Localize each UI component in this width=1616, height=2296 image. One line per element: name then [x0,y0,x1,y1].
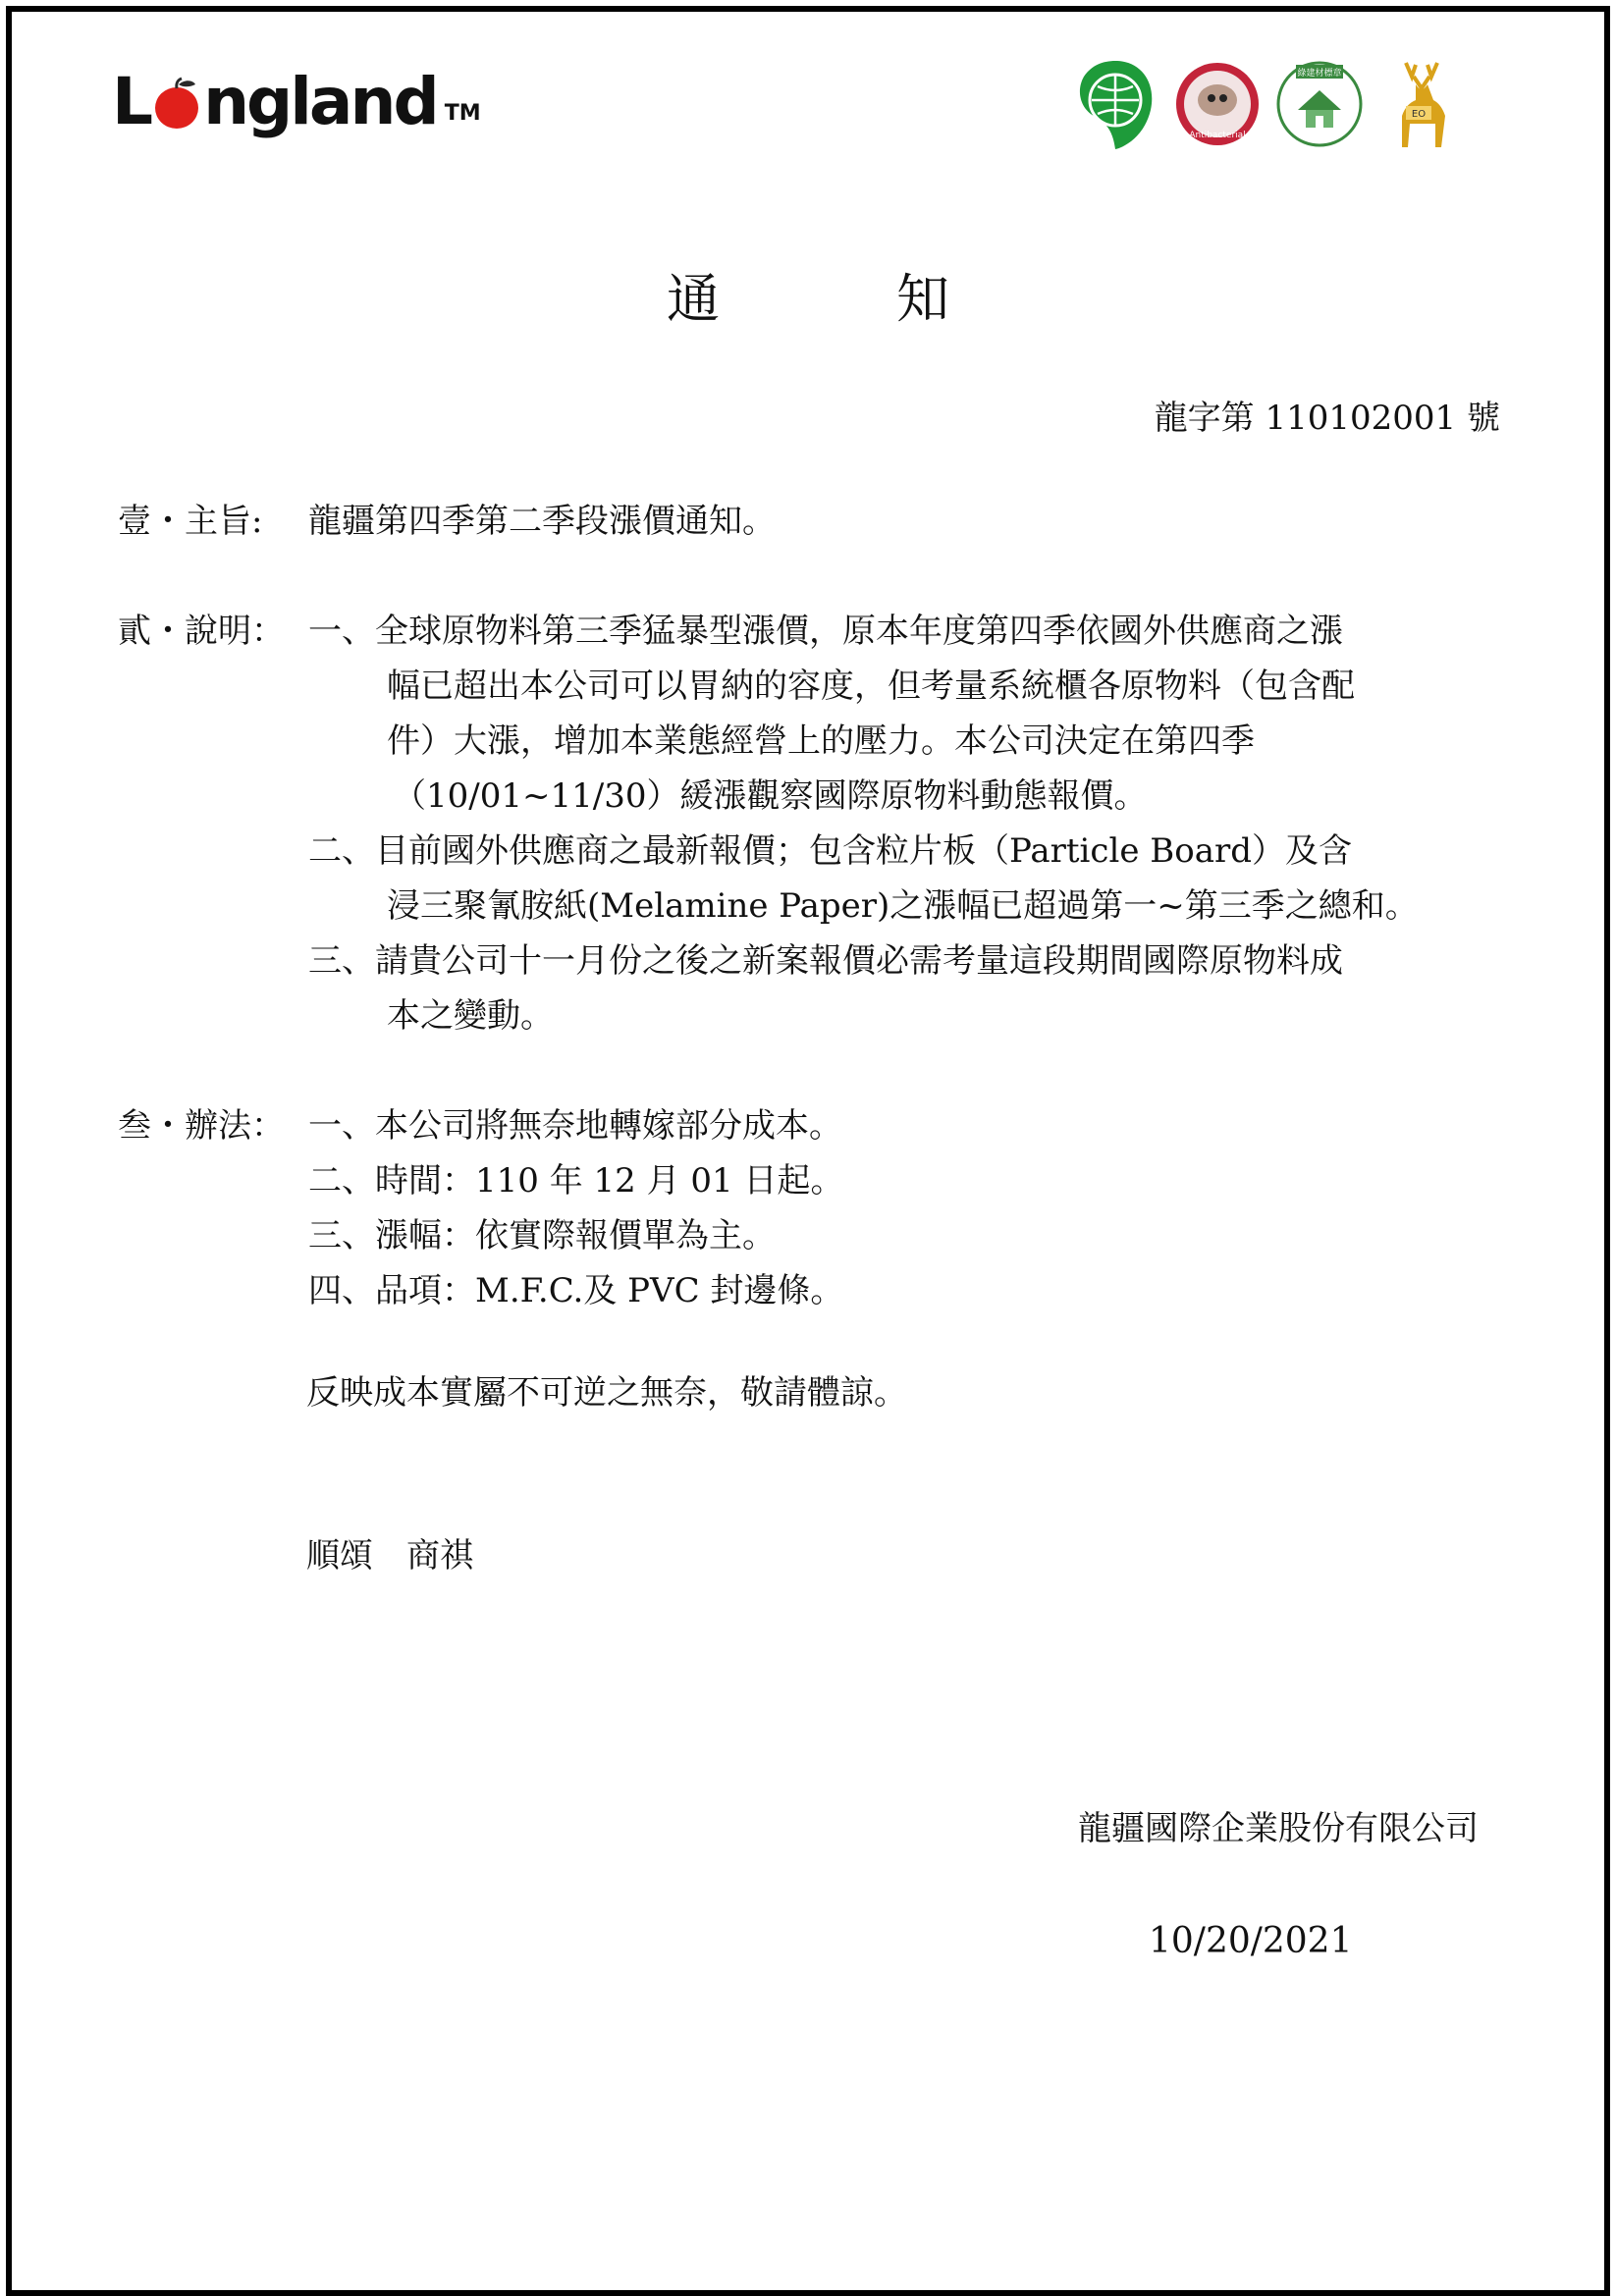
section-2-heading: 貳・說明： [118,612,285,651]
regards: 順頌 商祺 [306,1536,473,1575]
apple-icon [152,77,201,130]
page-border [6,6,1610,2296]
section-3-line: 一、本公司將無奈地轉嫁部分成本。 [308,1106,842,1146]
section-3-line: 二、時間：110 年 12 月 01 日起。 [308,1161,844,1201]
section-2-line: （10/01~11/30）緩漲觀察國際原物料動態報價。 [393,776,1148,816]
section-2-line: 一、全球原物料第三季猛暴型漲價，原本年度第四季依國外供應商之漲 [308,612,1343,651]
section-3-line: 四、品項：M.F.C.及 PVC 封邊條。 [308,1271,844,1310]
section-1-text: 龍疆第四季第二季段漲價通知。 [308,502,776,541]
section-2-line: 浸三聚氰胺紙(Melamine Paper)之漲幅已超過第一~第三季之總和。 [387,886,1419,926]
antibacterial-badge-icon [1172,55,1263,153]
notice-title [0,257,1616,333]
green-mark-badge-icon [1070,55,1160,153]
section-2-line: 幅已超出本公司可以胃納的容度，但考量系統櫃各原物料（包含配 [387,667,1355,706]
svg-text:Antibacterial: Antibacterial [1189,131,1246,140]
certification-badges [1070,55,1467,153]
logo-letter: L [112,63,151,139]
section-2-line: 本之變動。 [387,996,554,1036]
title-char-2: 知 [896,268,949,330]
document-number: 龍字第 110102001 號 [1154,399,1500,438]
green-building-material-badge-icon [1274,55,1365,153]
trademark-symbol: TM [444,100,481,126]
eo-deer-badge-icon [1376,55,1467,153]
svg-text:EO: EO [1411,109,1427,120]
longland-logo [112,57,481,145]
section-2-line: 二、目前國外供應商之最新報價；包含粒片板（Particle Board）及含 [308,831,1352,871]
company-name: 龍疆國際企業股份有限公司 [1078,1809,1479,1848]
svg-text:綠建材標章: 綠建材標章 [1297,69,1342,79]
section-3-heading: 叁・辦法： [118,1106,285,1146]
section-2-line: 三、請貴公司十一月份之後之新案報價必需考量這段期間國際原物料成 [308,941,1343,981]
title-char-1: 通 [667,268,720,330]
section-1-heading: 壹・主旨: [118,502,263,541]
closing-remark: 反映成本實屬不可逆之無奈，敬請體諒。 [306,1373,907,1413]
document-date: 10/20/2021 [1149,1921,1353,1961]
section-3-line: 三、漲幅：依實際報價單為主。 [308,1216,776,1255]
section-2-line: 件）大漲，增加本業態經營上的壓力。本公司決定在第四季 [387,721,1255,761]
logo-word: ngland [203,63,437,139]
